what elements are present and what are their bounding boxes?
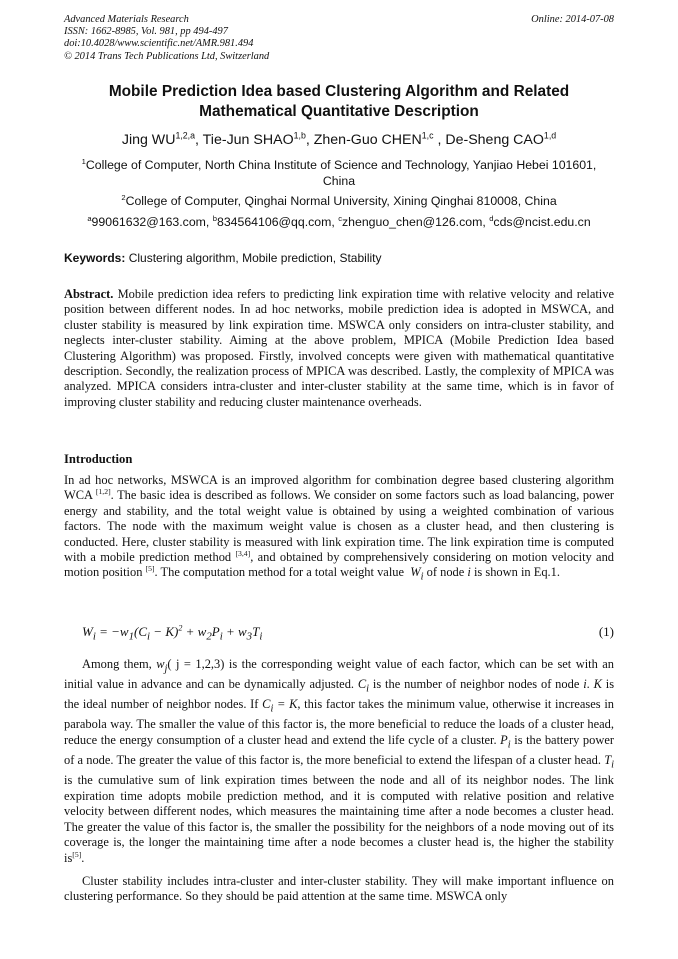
text-run: is the ideal number of neighbor nodes. If xyxy=(64,677,615,712)
affiliation-2 xyxy=(64,193,614,209)
math-var: W xyxy=(410,565,421,580)
keywords-text: Clustering algorithm, Mobile prediction, Stability xyxy=(128,251,382,265)
text-run: is the corresponding weight value of each factor, which can be set with an initial value in advance and can be dynamically adjusted. xyxy=(64,657,615,692)
math-var: i xyxy=(583,677,587,692)
email-link[interactable]: 834564106@qq.com xyxy=(216,215,332,229)
text-run: of node xyxy=(426,565,465,580)
affiliation-sup: 2 xyxy=(121,192,126,202)
math-var: T xyxy=(604,752,612,767)
abstract xyxy=(64,287,614,410)
text-run: . The computation method for a total weight value xyxy=(154,565,405,580)
math-sub: i xyxy=(420,571,424,583)
text-run: is shown in Eq.1. xyxy=(473,565,560,580)
affiliation-text: College of Computer, Qinghai Normal University, Xining Qinghai 810008, China xyxy=(125,194,557,208)
author-sup: 1,d xyxy=(543,130,557,141)
equation-number: (1) xyxy=(598,624,614,639)
journal-header xyxy=(64,14,484,63)
math-var: P xyxy=(500,732,508,747)
text-run: is the number of neighbor nodes of node xyxy=(372,677,580,692)
abstract-text: Mobile prediction idea refers to predicting link expiration time with relative velocity and relative position between different nodes. In ad hoc networks, mobile prediction idea is adopted in MSWCA, and cluster stability is measured by link expiration time. MSWCA only considers on intra-cluster stability, and neglects inter-cluster stability. Aiming at the above problem, MPICA (Mobile Prediction Idea based Clustering Algorithm) was proposed. Firstly, involved concepts were given with mathematical quantitative description. Secondly, the realization process of MPICA was described. Lastly, the complexity of MPICA was analyzed. MPICA considers intra-cluster and inter-cluster stability at the same time, which is in favor of improving cluster stability and reducing cluster maintenance overheads. xyxy=(64,287,615,409)
author-sup: 1,b xyxy=(293,130,306,141)
text-run: In ad hoc networks, MSWCA is an improved algorithm for combination degree based clustering algorithm WCA xyxy=(64,473,614,503)
email-link[interactable]: zhenguo_chen@126.com xyxy=(342,215,483,229)
text-run: Among them, xyxy=(82,657,152,671)
text-run: , this factor takes the minimum value, otherwise it increases in parabola way. The smaller the value of this factor is, the more beneficial to reduce the loads of a cluster head, reduce the energy consumption of a cluster head and extend the life cycle of a cluster. xyxy=(64,697,614,747)
author-sup: 1,2,a xyxy=(175,130,196,141)
email-list: $^a$99061632@163.com, $^b$834564106@qq.com, $^c$zhenguo_chen@126.com, $^d$cds@ncist.edu.cn xyxy=(87,213,591,229)
text-run: is the cumulative sum of link expiration times between the node and all of its neighbor nodes. The link expiration time adopts mobile prediction method, and it is computed with relative position and relative velocity between different nodes, which measures the maintaining time after a node becomes a cluster head. The greater the value of this factor is, the smaller the possibility for the neighbors of a node moving out of its coverage is, the longer the maintaining time after a node becomes a cluster head is, the higher the stability is xyxy=(64,772,614,865)
citation: [1,2] xyxy=(95,487,111,497)
author-name: Jing WU xyxy=(121,132,176,148)
math-text: = K xyxy=(277,697,298,712)
author-list: Jing WU$^{1,2,a}$, Tie-Jun SHAO$^{1,b}$, Zhen-Guo CHEN$^{1,c}$ , De-Sheng CAO$^{1,d}$ xyxy=(121,130,557,148)
math-sub: i xyxy=(507,739,511,751)
math-sub: i xyxy=(611,759,614,771)
math-sub: j xyxy=(164,663,168,675)
section-heading-introduction: Introduction xyxy=(64,452,133,466)
intro-paragraph-1 xyxy=(64,473,614,585)
affiliation-sup: 1 xyxy=(81,156,86,166)
keywords xyxy=(64,250,614,266)
affiliation-1 xyxy=(64,157,614,189)
journal-copyright: © 2014 Trans Tech Publications Ltd, Switzerland xyxy=(64,50,270,62)
keywords-label: Keywords: xyxy=(64,251,126,265)
email-sup: b xyxy=(212,213,217,223)
text-run: . The basic idea is described as follows. We consider on some factors such as load balancing, power energy and stability, and the total weight value is obtained by using a weighted combination of various factors. The node with the maximum weight value is chosen as a cluster head, and then clustering is conducted. Here, cluster stability is measured with link expiration time. The link expiration time is computed with a mobile prediction method xyxy=(64,488,614,565)
math-sub: i xyxy=(366,683,370,695)
author-name: Zhen-Guo CHEN xyxy=(313,132,422,148)
email-link[interactable]: cds@ncist.edu.cn xyxy=(493,215,591,229)
intro-paragraph-3: Cluster stability includes intra-cluster and inter-cluster stability. They will make important influence on clustering performance. So they should be paid attention at the same time. MSWCA only xyxy=(64,874,614,904)
math-var: K xyxy=(593,677,602,692)
intro-paragraph-2: Among them, $w_j$( j = 1,2,3) is the corresponding weight value of each factor, which can be set with an initial value in advance and can be dynamically adjusted. $C_i$ is the number of neighbor nodes of node i. K is the ideal number of neighbor nodes. If $C_i = K$, this factor takes the minimum value, otherwise it increases in parabola way. The smaller the value of this factor is, the more beneficial to reduce the loads of a cluster head, reduce the energy consumption of a cluster head and extend the life cycle of a cluster. $P_i$ is the battery power of a node. The greater the value of this factor is, the more beneficial to extend the lifespan of a cluster head. $T_i$ is the cumulative sum of link expiration times between the node and all of its neighbor nodes. The link expiration time adopts mobile prediction method, and it is computed with relative position and relative velocity between different nodes, which measures the maintaining time after a node becomes a cluster head. The greater the value of this factor is, the smaller the possibility for the neighbors of a node moving out of its coverage is, the longer the maintaining time after a node becomes a cluster head is, the higher the stability is[5]. xyxy=(64,657,615,865)
math-text: ( j = 1,2,3) xyxy=(167,657,225,671)
author-name: Tie-Jun SHAO xyxy=(202,132,294,148)
math-var: C xyxy=(357,677,367,692)
citation: [5] xyxy=(145,564,155,574)
paper-title: Mobile Prediction Idea based Clustering Algorithm and Related Mathematical Quantitative Description xyxy=(108,83,570,120)
email-sup: c xyxy=(338,213,342,223)
journal-doi: doi:10.4028/www.scientific.net/AMR.981.494 xyxy=(64,38,254,50)
text-run: . xyxy=(81,850,85,865)
citation: [5] xyxy=(72,849,82,859)
math-var: W xyxy=(82,624,93,639)
abstract-label: Abstract. xyxy=(64,287,114,301)
math-var: w xyxy=(156,657,165,671)
text-run: . xyxy=(586,677,590,692)
email-sup: a xyxy=(87,213,92,223)
email-sup: d xyxy=(489,213,494,223)
email-link[interactable]: 99061632@163.com xyxy=(91,215,206,229)
affiliation-text: College of Computer, North China Institute of Science and Technology, Yanjiao Hebei 101601, China xyxy=(85,158,597,188)
math-var: i xyxy=(467,565,471,580)
citation: [3,4] xyxy=(235,548,251,558)
text-run: is the battery power of a node. The greater the value of this factor is, the more beneficial to extend the lifespan of a cluster head. xyxy=(64,732,615,767)
text-run: , and obtained by comprehensively considering on motion velocity and motion position xyxy=(64,550,615,580)
journal-name: Advanced Materials Research xyxy=(64,14,189,25)
author-sup: 1,c xyxy=(421,130,434,141)
equation-1: $W_i = -w_1(C_i - K)^2 + w_2P_i + w_3T_i$ xyxy=(82,623,263,643)
online-date: Online: 2014-07-08 xyxy=(531,14,614,25)
journal-issn: ISSN: 1662-8985, Vol. 981, pp 494-497 xyxy=(64,26,228,38)
author-name: De-Sheng CAO xyxy=(445,132,544,148)
